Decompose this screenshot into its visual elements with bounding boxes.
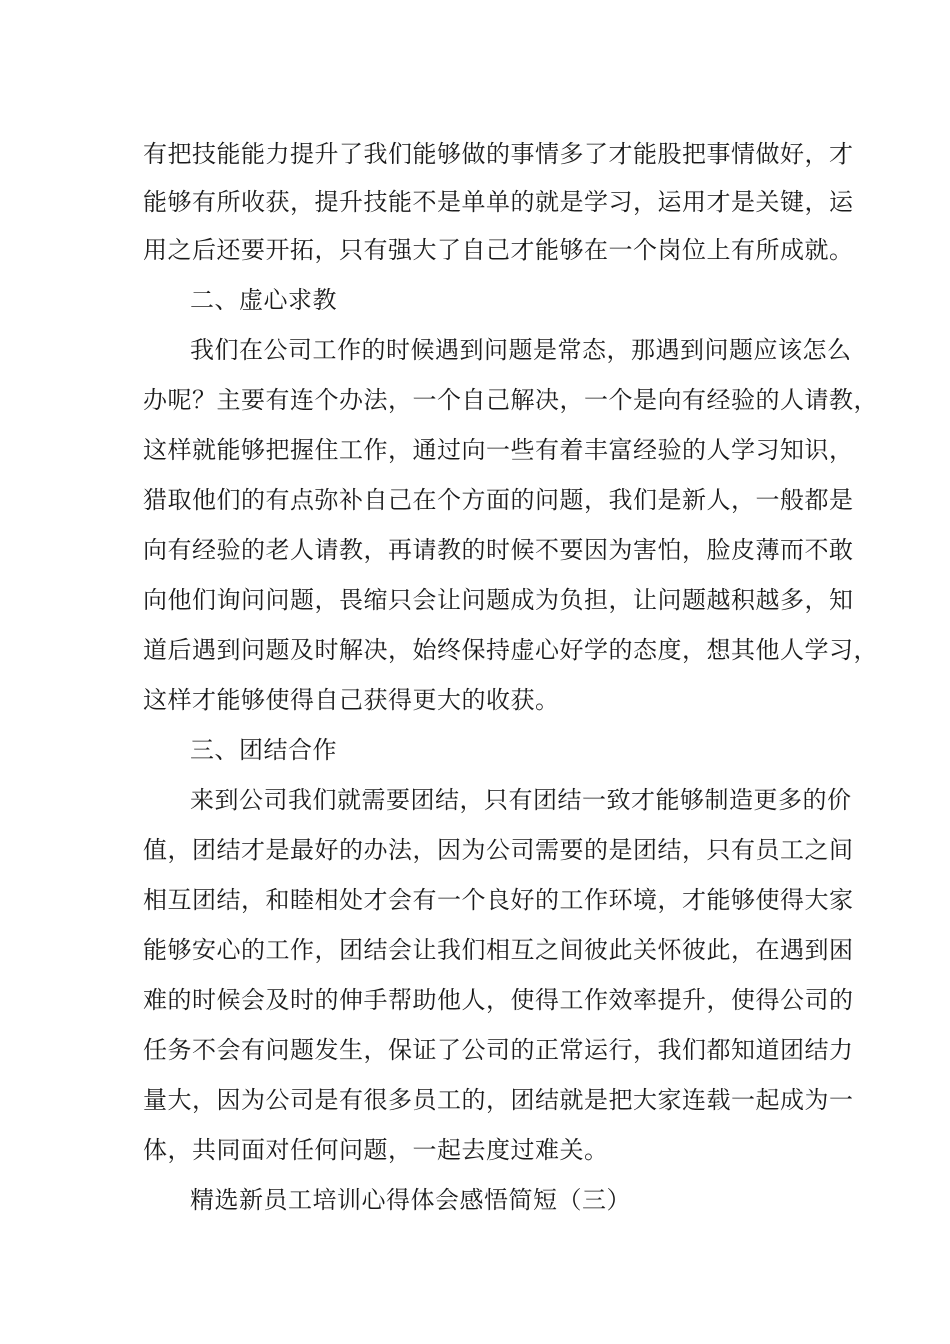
paragraph-line: 道后遇到问题及时解决，始终保持虚心好学的态度，想其他人学习， [143, 636, 878, 664]
paragraph-line: 值，团结才是最好的办法，因为公司需要的是团结，只有员工之间 [143, 836, 854, 864]
paragraph-line: 有把技能能力提升了我们能够做的事情多了才能股把事情做好，才 [143, 140, 854, 168]
paragraph-line: 猎取他们的有点弥补自己在个方面的问题，我们是新人，一般都是 [143, 486, 854, 514]
paragraph-line: 难的时候会及时的伸手帮助他人，使得工作效率提升，使得公司的 [143, 986, 854, 1014]
paragraph-line: 向有经验的老人请教，再请教的时候不要因为害怕，脸皮薄而不敢 [143, 536, 854, 564]
article-title: 精选新员工培训心得体会感悟简短（三） [190, 1186, 631, 1214]
paragraph-line: 来到公司我们就需要团结，只有团结一致才能够制造更多的价 [190, 786, 852, 814]
section-heading: 三、团结合作 [190, 736, 337, 764]
paragraph-line: 办呢？主要有连个办法，一个自己解决，一个是向有经验的人请教， [143, 386, 878, 414]
paragraph-line: 体，共同面对任何问题，一起去度过难关。 [143, 1136, 609, 1164]
section-heading: 二、虚心求教 [190, 286, 337, 314]
paragraph-line: 用之后还要开拓，只有强大了自己才能够在一个岗位上有所成就。 [143, 236, 854, 264]
paragraph-line: 量大，因为公司是有很多员工的，团结就是把大家连载一起成为一 [143, 1086, 854, 1114]
paragraph-line: 我们在公司工作的时候遇到问题是常态，那遇到问题应该怎么 [190, 336, 852, 364]
paragraph-line: 能够有所收获，提升技能不是单单的就是学习，运用才是关键，运 [143, 188, 854, 216]
paragraph-line: 这样才能够使得自己获得更大的收获。 [143, 686, 560, 714]
paragraph-line: 任务不会有问题发生，保证了公司的正常运行，我们都知道团结力 [143, 1036, 854, 1064]
paragraph-line: 相互团结，和睦相处才会有一个良好的工作环境，才能够使得大家 [143, 886, 854, 914]
paragraph-line: 这样就能够把握住工作，通过向一些有着丰富经验的人学习知识， [143, 436, 854, 464]
paragraph-line: 能够安心的工作，团结会让我们相互之间彼此关怀彼此，在遇到困 [143, 936, 854, 964]
paragraph-line: 向他们询问问题，畏缩只会让问题成为负担，让问题越积越多，知 [143, 586, 854, 614]
